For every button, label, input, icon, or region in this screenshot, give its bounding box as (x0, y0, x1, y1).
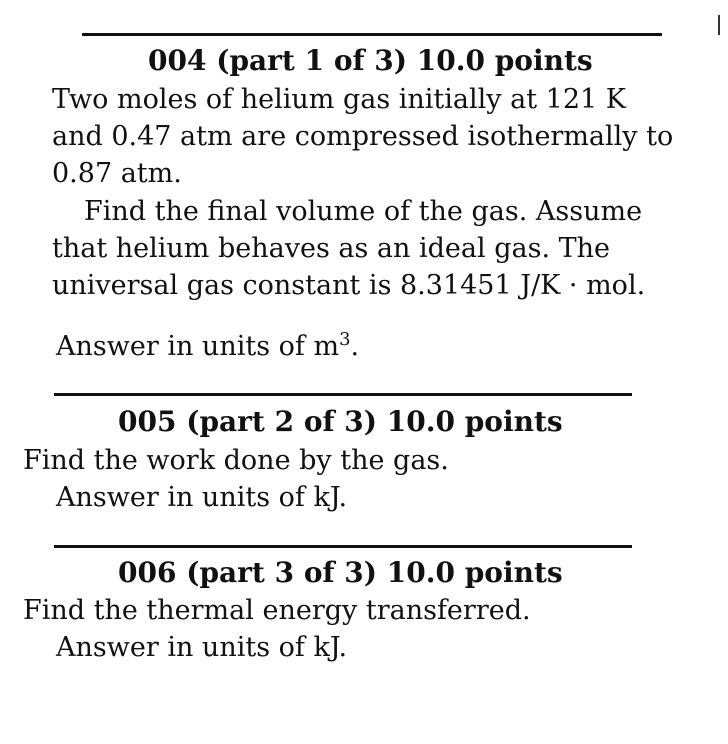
answer-line (56, 482, 347, 513)
separator-rule (54, 545, 632, 548)
problem-text-line: Find the work done by the gas. (23, 445, 449, 476)
answer-unit: m (313, 331, 340, 362)
answer-suffix: . (350, 331, 360, 362)
problem-header: 004 (part 1 of 3) 10.0 points (148, 44, 593, 77)
problem-text-line: 0.87 atm. (52, 158, 182, 189)
answer-unit: kJ. (313, 482, 348, 513)
page-edge-mark (718, 15, 720, 35)
answer-prefix: Answer in units of (56, 632, 314, 663)
separator-rule (82, 33, 662, 36)
answer-unit-exponent: 3 (339, 329, 351, 350)
problem-text-line: Find the final volume of the gas. Assume (84, 196, 643, 227)
answer-prefix: Answer in units of (56, 331, 314, 362)
problem-text-line: Two moles of helium gas initially at 121 K (52, 84, 626, 115)
separator-rule (54, 393, 632, 396)
problem-header: 006 (part 3 of 3) 10.0 points (118, 556, 563, 589)
answer-unit: kJ. (313, 632, 348, 663)
answer-line (56, 632, 347, 663)
problem-text-line: and 0.47 atm are compressed isothermally to (52, 121, 674, 152)
answer-prefix: Answer in units of (56, 482, 314, 513)
answer-line (56, 329, 359, 362)
problem-text-line: universal gas constant is 8.31451 J/K · mol. (52, 270, 646, 301)
problem-header: 005 (part 2 of 3) 10.0 points (118, 405, 563, 438)
problem-text-line: Find the thermal energy transferred. (23, 595, 531, 626)
problem-text-line: that helium behaves as an ideal gas. The (52, 233, 610, 264)
